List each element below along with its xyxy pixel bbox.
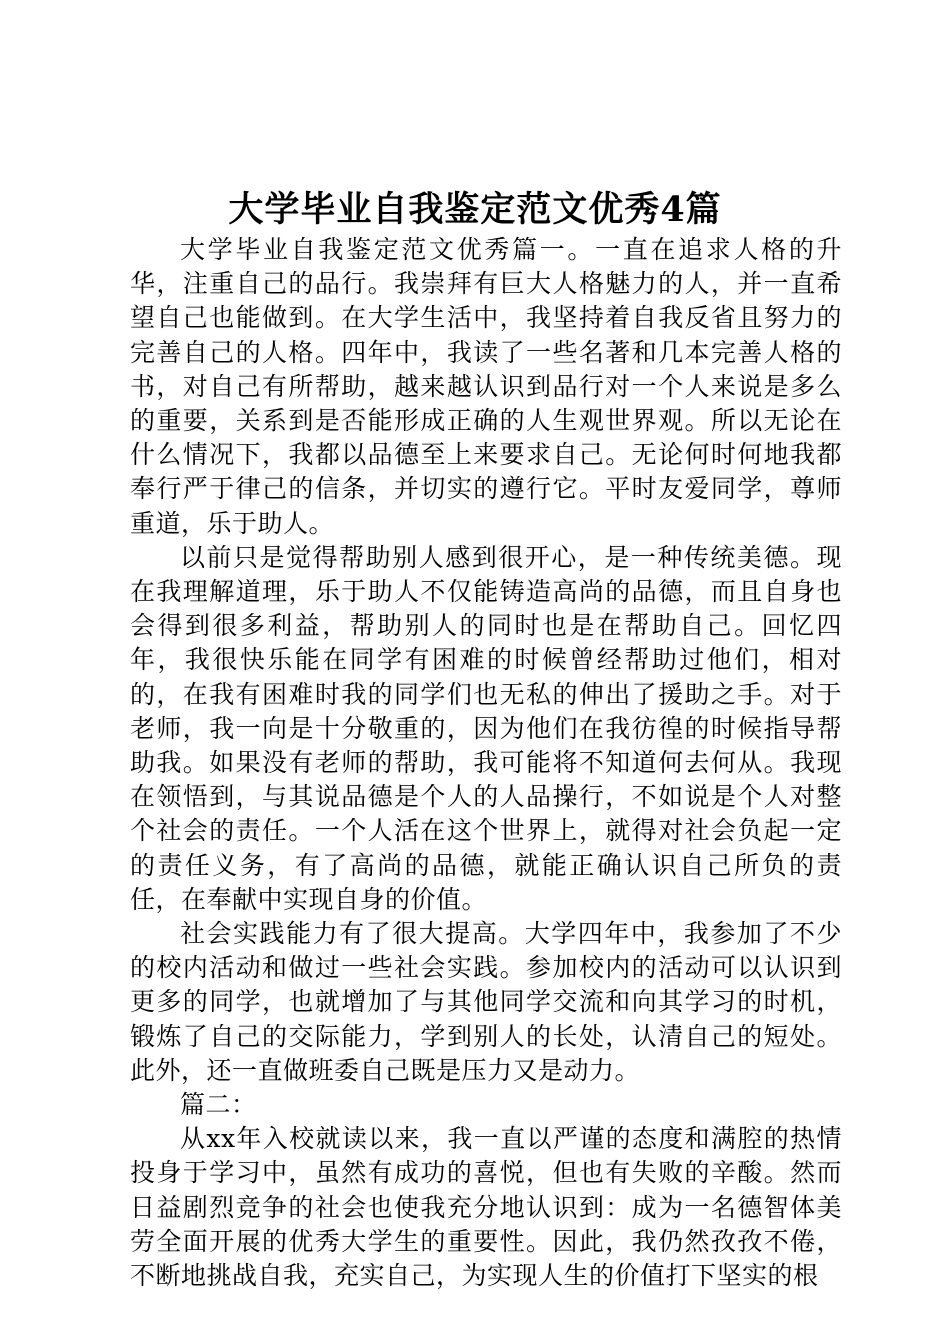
paragraph-4: 从xx年入校就读以来，我一直以严谨的态度和满腔的热情投身于学习中，虽然有成功的喜悦，但也有失败的辛酸。然而日益剧烈竞争的社会也使我充分地认识到：成为一名德智体美劳全面开展的优秀大学生的重要性。因此，我仍然孜孜不倦，不断地挑战自我，充实自己，为实现人生的价值打下坚实的根 xyxy=(130,1124,842,1291)
paragraph-1: 大学毕业自我鉴定范文优秀篇一。一直在追求人格的升华，注重自己的品行。我崇拜有巨大人格魅力的人，并一直希望自己也能做到。在大学生活中，我坚持着自我反省且努力的完善自己的人格。四年中，我读了一些名著和几本完善人格的书，对自己有所帮助，越来越认识到品行对一个人来说是多么的重要，关系到是否能形成正确的人生观世界观。所以无论在什么情况下，我都以品德至上来要求自己。无论何时何地我都奉行严于律己的信条，并切实的遵行它。平时友爱同学，尊师重道，乐于助人。 xyxy=(130,235,842,538)
section-heading-part-two: 篇二： xyxy=(180,1090,257,1120)
document-title: 大学毕业自我鉴定范文优秀4篇 xyxy=(228,189,722,230)
paragraph-2: 以前只是觉得帮助别人感到很开心，是一种传统美德。现在我理解道理，乐于助人不仅能铸造高尚的品德，而且自身也会得到很多利益，帮助别人的同时也是在帮助自己。回忆四年，我很快乐能在同学有困难的时候曾经帮助过他们，相对的，在我有困难时我的同学们也无私的伸出了援助之手。对于老师，我一向是十分敬重的，因为他们在我彷徨的时候指导帮助我。如果没有老师的帮助，我可能将不知道何去何从。我现在领悟到，与其说品德是个人的人品操行，不如说是个人对整个社会的责任。一个人活在这个世界上，就得对社会负起一定的责任义务，有了高尚的品德，就能正确认识自己所负的责任，在奉献中实现自身的价值。 xyxy=(130,542,842,914)
paragraph-3: 社会实践能力有了很大提高。大学四年中，我参加了不少的校内活动和做过一些社会实践。参加校内的活动可以认识到更多的同学，也就增加了与其他同学交流和向其学习的时机，锻炼了自己的交际能力，学到别人的长处，认清自己的短处。此外，还一直做班委自己既是压力又是动力。 xyxy=(130,919,842,1085)
document-body xyxy=(130,233,842,1293)
